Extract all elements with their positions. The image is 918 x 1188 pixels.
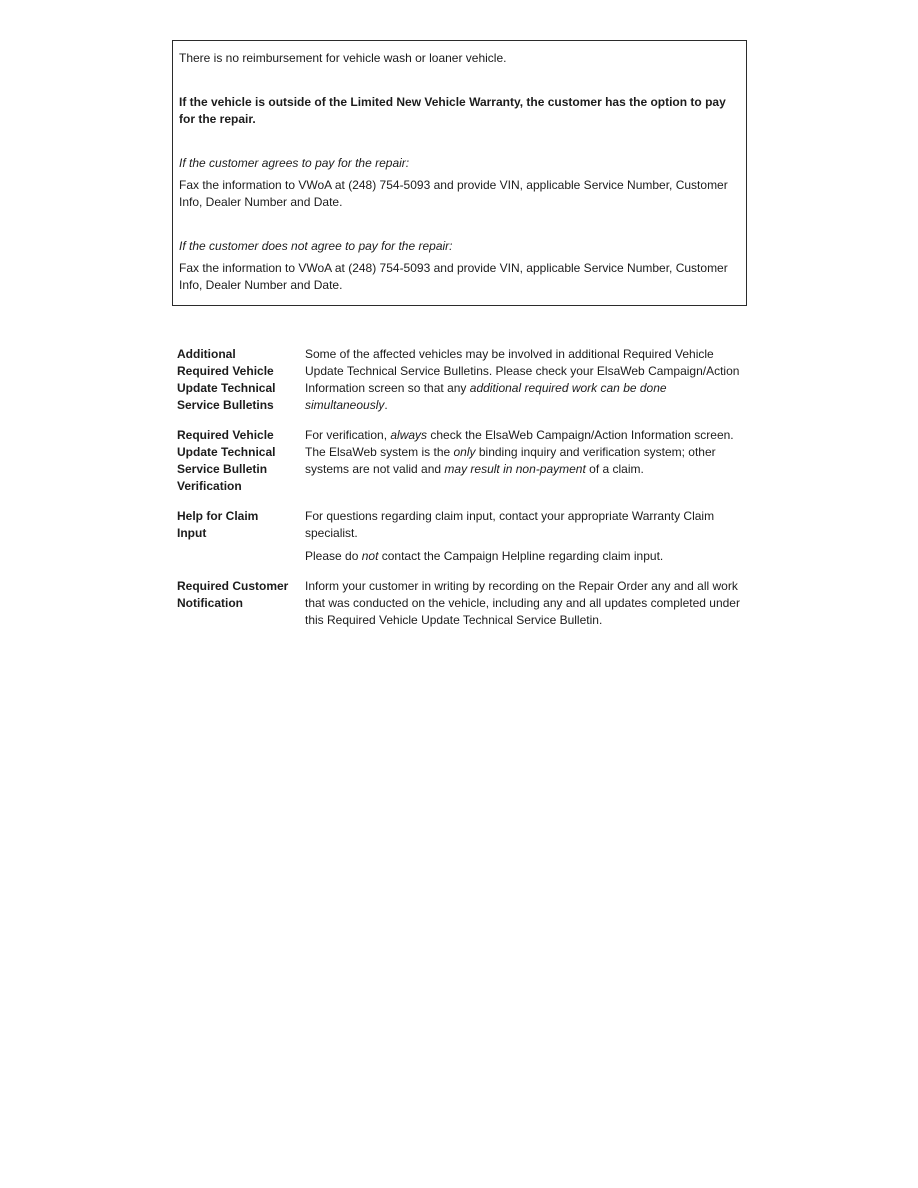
info-row-label: Additional Required Vehicle Update Technical Service Bulletins bbox=[177, 347, 276, 412]
notice-paragraph-no-reimbursement: There is no reimbursement for vehicle wash or loaner vehicle. bbox=[179, 51, 507, 65]
info-row-required-customer-notification bbox=[177, 578, 747, 629]
info-row-paragraph: Some of the affected vehicles may be involved in additional Required Vehicle Update Technical Service Bulletins. Please check your ElsaWeb Campaign/Action Information screen so that any additional required work can be done simultaneously. bbox=[305, 347, 740, 412]
info-table bbox=[177, 346, 747, 642]
info-row-additional-bulletins bbox=[177, 346, 747, 414]
info-row-paragraph: Please do not contact the Campaign Helpline regarding claim input. bbox=[305, 549, 664, 563]
notice-paragraph-fax-instructions-2: Fax the information to VWoA at (248) 754-5093 and provide VIN, applicable Service Number, Customer Info, Dealer Number and Date. bbox=[179, 261, 728, 292]
info-row-label: Required Vehicle Update Technical Service Bulletin Verification bbox=[177, 428, 276, 493]
info-row-label: Required Customer Notification bbox=[177, 579, 289, 610]
notice-paragraph-customer-agrees-heading: If the customer agrees to pay for the repair: bbox=[179, 156, 410, 170]
info-row-body bbox=[305, 508, 747, 565]
notice-paragraph-outside-warranty: If the vehicle is outside of the Limited New Vehicle Warranty, the customer has the option to pay for the repair. bbox=[179, 95, 726, 126]
notice-paragraph-customer-does-not-agree-heading: If the customer does not agree to pay for the repair: bbox=[179, 239, 453, 253]
notice-box bbox=[172, 40, 747, 306]
info-row-body bbox=[305, 578, 747, 629]
notice-paragraph-fax-instructions-1: Fax the information to VWoA at (248) 754-5093 and provide VIN, applicable Service Number, Customer Info, Dealer Number and Date. bbox=[179, 178, 728, 209]
info-row-body bbox=[305, 427, 747, 478]
info-row-bulletin-verification bbox=[177, 427, 747, 495]
info-row-paragraph: For questions regarding claim input, contact your appropriate Warranty Claim specialist. bbox=[305, 509, 715, 540]
info-row-help-for-claim-input bbox=[177, 508, 747, 565]
info-row-body bbox=[305, 346, 747, 414]
info-row-label: Help for Claim Input bbox=[177, 509, 259, 540]
info-row-paragraph: Inform your customer in writing by recording on the Repair Order any and all work that was conducted on the vehicle, including any and all updates completed under this Required Vehicle Update Technical Service Bulletin. bbox=[305, 579, 740, 627]
info-row-paragraph: For verification, always check the ElsaWeb Campaign/Action Information screen. The ElsaWeb system is the only binding inquiry and verification system; other systems are not valid and may result in non-payment of a claim. bbox=[305, 428, 734, 476]
